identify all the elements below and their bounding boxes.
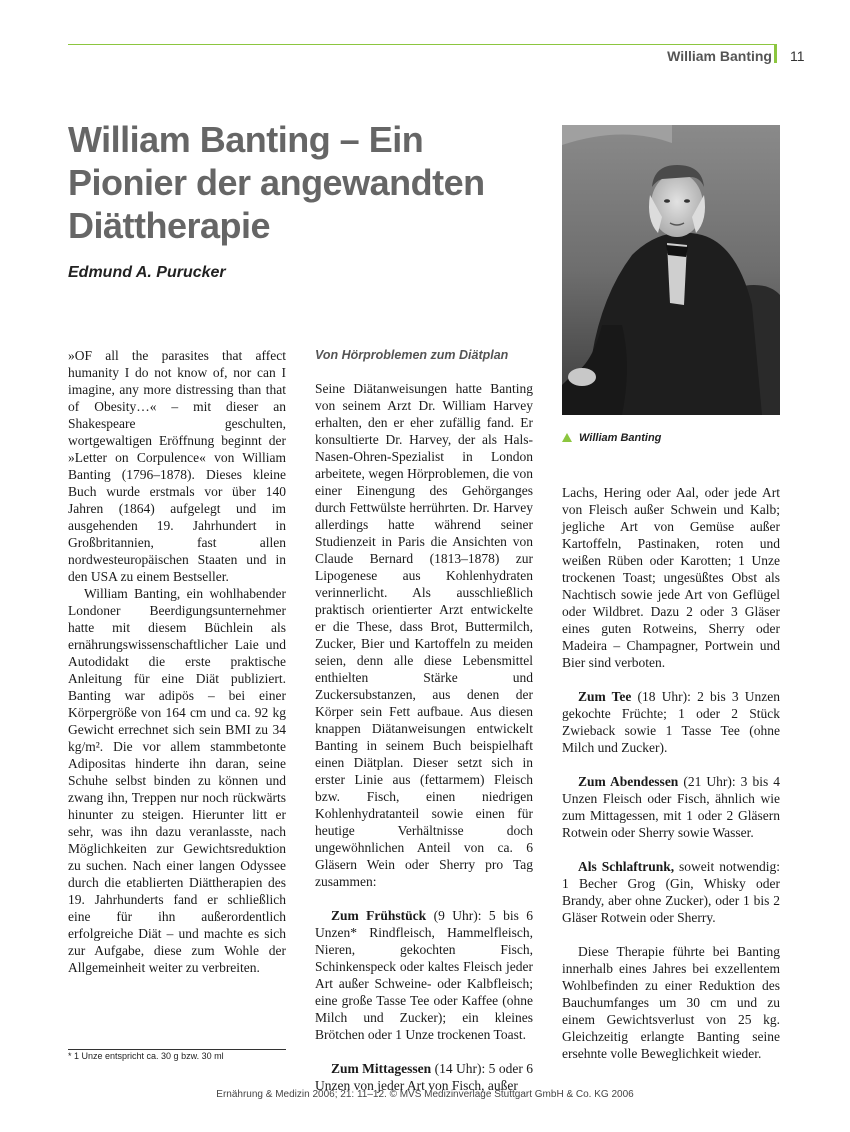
article-title: William Banting – Ein Pionier der angewandten Diättherapie — [68, 119, 485, 246]
meal-text: (14 Uhr): 5 oder 6 Unzen von jeder Art von Fisch, außer — [315, 1061, 533, 1093]
running-head-accent-bar — [774, 44, 777, 63]
footnote-rule — [68, 1049, 286, 1050]
footnote: * 1 Unze entspricht ca. 30 g bzw. 30 ml — [68, 1051, 224, 1061]
meal-text: soweit notwendig: 1 Becher Grog (Gin, Whisky oder Brandy, aber ohne Zucker), oder 1 bis 2 Gläser Rotwein oder Sherry. — [562, 859, 780, 925]
page-footer: Ernährung & Medizin 2006; 21: 11–12. © MVS Medizinverlage Stuttgart GmbH & Co. KG 2006 — [216, 1089, 634, 1100]
portrait-photo — [562, 125, 780, 415]
page-number: 11 — [790, 48, 805, 64]
header-rule — [68, 44, 774, 45]
meal-breakfast — [315, 907, 533, 1043]
meal-dinner — [562, 773, 780, 841]
meal-nightcap — [562, 858, 780, 926]
paragraph: Seine Diätanweisungen hatte Banting von seinem Arzt Dr. William Harvey erhalten, den er eher zufällig fand. Er konsultierte Dr. Harvey, der als Hals-Nasen-Ohren-Spezialist in London arbeitete, wegen Hörproblemen, die von einer Einengung des Gehörganges durch Fettwülste herrührten. Dr. Harvey allerdings hatte während seiner Studienzeit in Paris die Ansichten von Claude Bernard (1813–1878) zur Lipogenese aus Kohlenhydraten verinnerlicht. Als ausschließlich praktisch orientierter Arzt entwickelte er die These, dass Brot, Buttermilch, Zucker, Bier und Kartoffeln zu meiden seien, denn alle diese Lebensmittel enthielten Stärke und Zuckersubstanzen, aus denen der Körper sein Fett aufbaue. Aus diesen knappen Diätanweisungen entwickelt Banting in seinem Buch beispielhaft einen Diätplan. Dieser setzt sich in erster Linie aus (fettarmem) Fleisch bzw. Fisch, einen niedrigen Kohlenhydratanteil sowie einen für heutige Verhältnisse doch ungewöhnlichen Anteil von ca. 6 Gläsern Wein oder Sherry pro Tag zusammen: — [315, 381, 533, 889]
paragraph: William Banting, ein wohlhabender Londoner Beerdigungsunternehmer hatte mit diesem Büchlein als ernährungswissenschaftlicher Laie und Autodidakt die erste praktische Anleitung für eine Diät publiziert. Banting war adipös – bei einer Körpergröße von 164 cm und ca. 92 kg Gewicht errechnet sich sein BMI zu 34 kg/m². Die vor allem stammbetonte Adipositas hinderte ihn daran, seine Schuhe selbst binden zu können und zwang ihn, Treppen nur noch rückwärts hinunter zu steigen. Hierunter litt er sehr, was ihn dazu veranlasste, nach Möglichkeiten zur Gewichtsreduktion zu suchen. Nach einer langen Odyssee durch die etablierten Diättherapien des 19. Jahrhunderts fand er schließlich eine für ihn außerordentlich erfolgreiche Diät – und machte es sich zur Aufgabe, diese zum Wohle der Allgemeinheit weiter zu verbreiten. — [68, 586, 286, 975]
meal-text: (9 Uhr): 5 bis 6 Unzen* Rindfleisch, Hammelfleisch, Nieren, gekochten Fisch, Schinkenspeck oder kaltes Fleisch jeder Art außer Schweine- oder Kalbfleisch; eine große Tasse Tee oder Kaffee (ohne Milch und Zucker); ein kleines Brötchen oder 1 Unze trockenen Toast. — [315, 908, 533, 1042]
figure-caption — [562, 432, 661, 444]
article-author: Edmund A. Purucker — [68, 264, 226, 281]
paragraph: Diese Therapie führte bei Banting innerhalb eines Jahres bei exzellentem Wohlbefinden zu einer Reduktion des Bauchumfanges um 30 cm und zu einem Gewichtsverlust von 25 kg. Gleichzeitig erlangte Banting seine ersehnte volle Beweglichkeit wieder. — [562, 944, 780, 1061]
meal-label: Zum Mittagessen — [331, 1061, 432, 1076]
meal-label: Als Schlaftrunk, — [578, 859, 675, 874]
paragraph: Lachs, Hering oder Aal, oder jede Art von Fleisch außer Schwein und Kalb; jegliche Art von Gemüse außer Kartoffeln, Pastinaken, roten und weißen Rüben oder Karotten; 1 Unze trockenen Toast; ungesüßtes Obst als Nachtisch sowie jede Art von Geflügel oder Wildbret. Dazu 2 oder 3 Gläser eines guten Rotweins, Sherry oder Madeira – Champagner, Portwein und Bier sind verboten. — [562, 485, 780, 670]
meal-label: Zum Abendessen — [578, 774, 679, 789]
caption-triangle-icon — [562, 433, 572, 442]
running-head: William Banting — [667, 48, 772, 64]
meal-label: Zum Frühstück — [331, 908, 427, 923]
paragraph: »OF all the parasites that affect humanity I do not know of, nor can I imagine, any more distressing than that of Obesity…« – mit dieser an Shakespeare geschulten, wortgewaltigen Eröffnung beginnt der »Letter on Corpulence« von William Banting (1796–1878). Dieses kleine Buch wurde erstmals vor über 140 Jahren (1864) aufgelegt und im ausgehenden 19. Jahrhundert in Großbritannien, fast allen nordwesteuropäischen Staaten und in den USA zu einem Bestseller. — [68, 348, 286, 584]
meal-text: (18 Uhr): 2 bis 3 Unzen gekochte Früchte; 1 oder 2 Stück Zwieback sowie 1 Tasse Tee (ohne Milch und Zucker). — [562, 689, 780, 755]
caption-text: William Banting — [579, 432, 662, 444]
section-subheading: Von Hörproblemen zum Diätplan — [315, 348, 509, 362]
meal-text: (21 Uhr): 3 bis 4 Unzen Fleisch oder Fisch, ähnlich wie zum Mittagessen, mit 1 oder 2 Gläsern Rotwein oder Sherry sowie Wasser. — [562, 774, 781, 840]
meal-tea — [562, 688, 780, 756]
text-column-2 — [315, 347, 533, 1094]
text-column-1 — [68, 347, 286, 976]
text-column-3 — [562, 484, 780, 1062]
meal-label: Zum Tee — [578, 689, 632, 704]
